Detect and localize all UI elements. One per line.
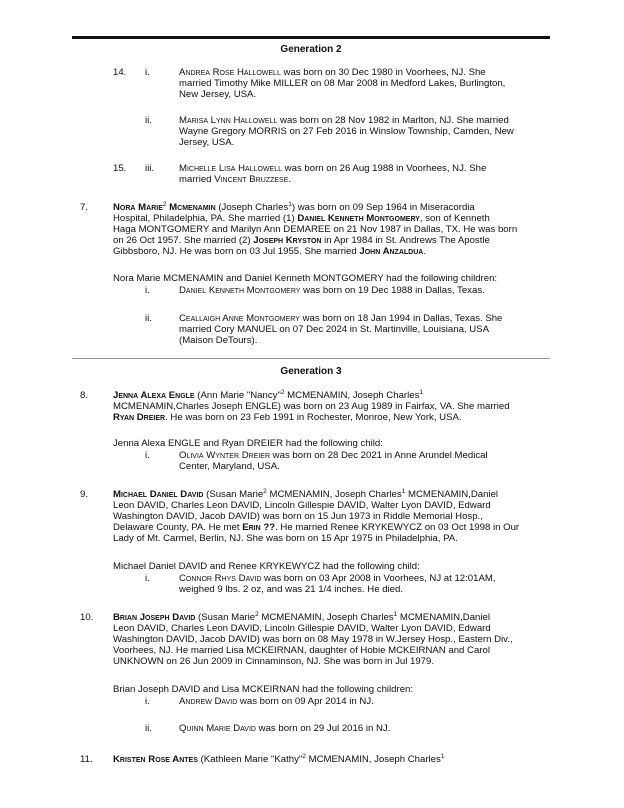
spouse-name: Joseph Kryston <box>253 235 322 246</box>
child-name: Connor Rhys David <box>179 573 262 584</box>
child-entry-line: (Maison DeTours). <box>179 335 258 346</box>
roman-numeral: i. <box>145 67 150 78</box>
person-number: 10. <box>80 612 94 623</box>
child-name: Andrew David <box>179 696 238 707</box>
person-name: Nora Marie <box>113 202 163 213</box>
ref-number: 14. <box>113 67 127 78</box>
roman-numeral: iii. <box>145 163 155 174</box>
child-entry-line: weighed 9 lbs. 2 oz, and was 21 1/4 inches. He died. <box>179 584 403 595</box>
child-entry: Ceallaigh Anne Montgomery was born on 18 Jan 1994 in Dallas, Texas. She <box>179 313 503 324</box>
top-rule <box>72 36 550 39</box>
children-intro: Michael Daniel DAVID and Renee KRYKEWYCZ had the following child: <box>113 561 420 572</box>
person-entry-line: Hospital, Philadelphia, PA. She married (1) Daniel Kenneth Montgomery, son of Kenneth <box>113 213 490 224</box>
child-name: Marisa Lynn Hallowell <box>179 115 278 126</box>
children-intro: Brian Joseph DAVID and Lisa MCKEIRNAN had the following children: <box>113 684 414 695</box>
person-entry-line: Haga MONTGOMERY and Marilyn Ann DEMAREE on 21 Nov 1987 in Dallas, TX. He was born <box>113 224 518 235</box>
roman-numeral: i. <box>145 285 150 296</box>
spouse-name: Ryan Dreier <box>113 412 166 423</box>
child-entry: Michelle Lisa Hallowell was born on 26 Aug 1988 in Voorhees, NJ. She <box>179 163 487 174</box>
person-entry-line: Gibbsboro, NJ. He was born on 03 Jul 1955. She married John Anzaldua. <box>113 246 427 257</box>
person-entry: Brian Joseph David (Susan Marie$^2$ MCMENAMIN, Joseph Charles$^1$ MCMENAMIN,Daniel <box>113 611 490 623</box>
generation-3-heading: Generation 3 <box>280 366 342 377</box>
child-entry-line: married Cory MANUEL on 07 Dec 2024 in St. Martinville, Louisiana, USA <box>179 324 489 335</box>
person-number: 7. <box>80 202 89 213</box>
children-intro: Nora Marie MCMENAMIN and Daniel Kenneth MONTGOMERY had the following children: <box>113 273 498 284</box>
spouse-name: Erin ?? <box>242 522 276 533</box>
spouse-name: Daniel Kenneth Montgomery <box>297 213 420 224</box>
children-intro: Jenna Alexa ENGLE and Ryan DREIER had the following child: <box>113 438 383 449</box>
child-name: Andrea Rose Hallowell <box>179 67 281 78</box>
person-entry-line: on 26 Oct 1957. She married (2) Joseph Kryston in Apr 1984 in St. Andrews The Apostle <box>113 235 490 246</box>
person-entry-line: MCMENAMIN,Charles Joseph ENGLE) was born on 23 Aug 1989 in Fairfax, VA. She married <box>113 401 510 412</box>
roman-numeral: ii. <box>145 313 152 324</box>
child-name: Olivia Wynter Dreier <box>179 450 271 461</box>
person-entry: Kristen Rose Antes (Kathleen Marie "Kathy"$^2$ MCMENAMIN, Joseph Charles$^1$ <box>113 753 445 765</box>
child-entry: Connor Rhys David was born on 03 Apr 2008 in Voorhees, NJ at 12:01AM, <box>179 573 496 584</box>
person-name: Brian Joseph David <box>113 612 196 623</box>
child-entry-line: married Vincent Bruzzese. <box>179 174 292 185</box>
person-entry-line: Washington DAVID, Jacob DAVID) was born on 08 May 1978 in W.Jersey Hosp., Eastern Div., <box>113 634 513 645</box>
person-number: 8. <box>80 390 89 401</box>
child-entry: Daniel Kenneth Montgomery was born on 19 Dec 1988 in Dallas, Texas. <box>179 285 485 296</box>
child-name: Quinn Marie David <box>179 723 256 734</box>
roman-numeral: i. <box>145 573 150 584</box>
person-number: 11. <box>80 754 93 765</box>
ref-number: 15. <box>113 163 127 174</box>
child-entry: Marisa Lynn Hallowell was born on 28 Nov 1982 in Marlton, NJ. She married <box>179 115 509 126</box>
person-entry-line: Voorhees, NJ. He married Lisa MCKEIRNAN, daughter of Hobie MCKEIRNAN and Carol <box>113 645 490 656</box>
child-name: Ceallaigh Anne Montgomery <box>179 313 300 324</box>
child-entry-line: Jersey, USA. <box>179 137 235 148</box>
person-name: Jenna Alexa Engle <box>113 390 195 401</box>
divider <box>72 358 550 359</box>
person-entry-line: Ryan Dreier. He was born on 23 Feb 1991 in Rochester, Monroe, New York, USA. <box>113 412 462 423</box>
generation-2-heading: Generation 2 <box>280 44 342 55</box>
child-entry: Andrew David was born on 09 Apr 2014 in NJ. <box>179 696 374 707</box>
person-entry-line: Delaware County, PA. He met Erin ??. He married Renee KRYKEWYCZ on 03 Oct 1998 in Our <box>113 522 520 533</box>
child-entry: Andrea Rose Hallowell was born on 30 Dec 1980 in Voorhees, NJ. She <box>179 67 486 78</box>
child-entry-line: Wayne Gregory MORRIS on 27 Feb 2016 in Winslow Township, Camden, New <box>179 126 514 137</box>
child-entry-line: Center, Maryland, USA. <box>179 461 280 472</box>
roman-numeral: i. <box>145 450 150 461</box>
child-name: Michelle Lisa Hallowell <box>179 163 283 174</box>
child-name: Daniel Kenneth Montgomery <box>179 285 301 296</box>
person-entry-line: Leon DAVID, Charles Leon DAVID, Lincoln Gillespie DAVID, Walter Lyon DAVID, Edward <box>113 500 491 511</box>
child-entry-line: married Timothy Mike MILLER on 08 Mar 2008 in Medford Lakes, Burlington, <box>179 78 506 89</box>
roman-numeral: i. <box>145 696 150 707</box>
person-entry: Nora Marie$^2$ Mcmenamin (Joseph Charles$^1$) was born on 09 Sep 1964 in Miseracordia <box>113 201 475 213</box>
person-name: Kristen Rose Antes <box>113 754 198 765</box>
roman-numeral: ii. <box>145 723 152 734</box>
spouse-name: John Anzaldua <box>359 246 424 257</box>
person-entry: Jenna Alexa Engle (Ann Marie "Nancy"$^2$ MCMENAMIN, Joseph Charles$^1$ <box>113 389 423 401</box>
person-entry-line: Lady of Mt. Carmel, Berlin, NJ. She was born on 15 Apr 1975 in Philadelphia, PA. <box>113 533 458 544</box>
person-name: Michael Daniel David <box>113 489 204 500</box>
spouse-name: Vincent Bruzzese <box>214 174 289 185</box>
person-entry-line: Leon DAVID, Charles Leon DAVID, Lincoln Gillespie DAVID, Walter Lyon DAVID, Edward <box>113 623 491 634</box>
person-entry-line: UNKNOWN on 26 Jun 2009 in Cinnaminson, NJ. She was born in Jul 1979. <box>113 656 435 667</box>
child-entry: Quinn Marie David was born on 29 Jul 2016 in NJ. <box>179 723 391 734</box>
child-entry-line: New Jersey, USA. <box>179 89 257 100</box>
person-entry: Michael Daniel David (Susan Marie$^2$ MCMENAMIN, Joseph Charles$^1$ MCMENAMIN,Daniel <box>113 488 499 500</box>
roman-numeral: ii. <box>145 115 152 126</box>
person-number: 9. <box>80 489 89 500</box>
child-entry: Olivia Wynter Dreier was born on 28 Dec 2021 in Anne Arundel Medical <box>179 450 488 461</box>
person-entry-line: Washington DAVID, Jacob DAVID) was born on 15 Jun 1973 in Riddle Memorial Hosp., <box>113 511 483 522</box>
